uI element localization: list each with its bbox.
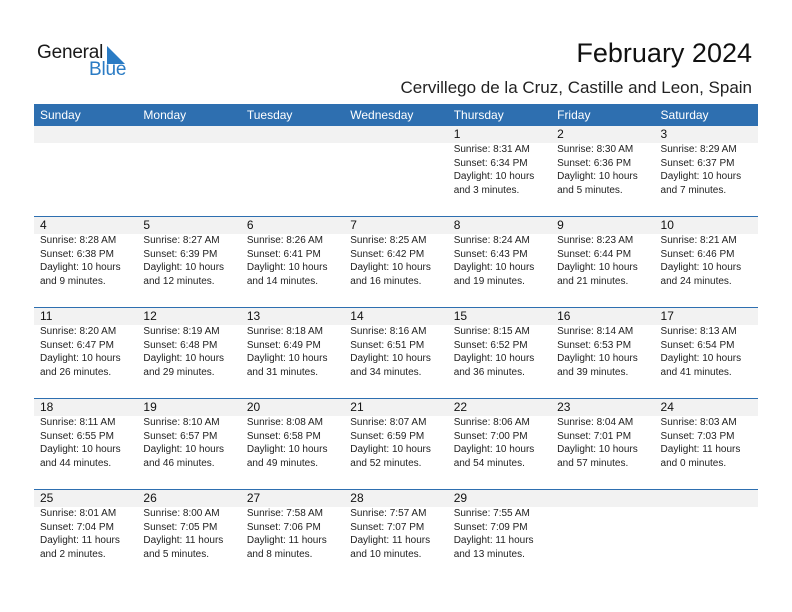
sunset-text: Sunset: 6:38 PM	[40, 248, 114, 260]
day-details	[34, 143, 137, 216]
weekday-wednesday: Wednesday	[344, 104, 447, 126]
sunset-text: Sunset: 7:05 PM	[143, 521, 218, 533]
week-row	[34, 490, 758, 581]
sunrise-text: Sunrise: 8:14 AM	[557, 326, 634, 337]
sunset-text: Sunset: 7:06 PM	[246, 521, 321, 533]
sunrise-text: Sunrise: 8:30 AM	[557, 144, 634, 155]
sunset-text: Sunset: 6:43 PM	[453, 248, 528, 260]
daylight1-text: Daylight: 10 hours	[40, 444, 121, 455]
day-cell	[137, 399, 240, 490]
sunrise-text: Sunrise: 8:04 AM	[557, 417, 634, 428]
daylight1-text: Daylight: 10 hours	[660, 353, 742, 364]
day-number: 6	[241, 217, 344, 234]
sunrise-text: Sunrise: 8:28 AM	[40, 235, 117, 246]
day-details	[241, 143, 344, 216]
sunset-text: Sunset: 6:36 PM	[557, 157, 632, 169]
day-details	[344, 325, 447, 398]
daylight1-text: Daylight: 10 hours	[453, 171, 535, 182]
daylight2-text: and 9 minutes.	[40, 275, 106, 287]
day-number	[344, 126, 447, 143]
day-number	[241, 126, 344, 143]
sunrise-text: Sunrise: 8:03 AM	[660, 417, 737, 428]
daylight1-text: Daylight: 10 hours	[350, 353, 431, 364]
sunset-text: Sunset: 6:42 PM	[350, 248, 425, 260]
day-cell	[344, 490, 447, 581]
daylight2-text: and 0 minutes.	[660, 457, 727, 469]
daylight1-text: Daylight: 10 hours	[246, 262, 328, 273]
sunset-text: Sunset: 6:41 PM	[246, 248, 321, 260]
day-number: 22	[448, 399, 551, 416]
logo-word-general: General	[37, 42, 104, 63]
day-details	[551, 507, 654, 580]
sunrise-text: Sunrise: 8:24 AM	[453, 235, 530, 246]
day-details	[448, 234, 551, 307]
day-cell	[34, 126, 137, 217]
day-cell	[551, 126, 654, 217]
daylight1-text: Daylight: 10 hours	[350, 444, 431, 455]
day-number	[137, 126, 240, 143]
daylight1-text: Daylight: 10 hours	[453, 262, 535, 273]
sunrise-text: Sunrise: 8:29 AM	[660, 144, 737, 155]
day-details	[137, 143, 240, 216]
day-details	[137, 507, 240, 580]
daylight2-text: and 16 minutes.	[350, 275, 422, 287]
daylight2-text: and 5 minutes.	[143, 548, 210, 560]
daylight1-text: Daylight: 10 hours	[660, 171, 742, 182]
day-number: 12	[137, 308, 240, 325]
daylight2-text: and 10 minutes.	[350, 548, 422, 560]
day-number: 3	[655, 126, 758, 143]
day-number	[551, 490, 654, 507]
daylight2-text: and 24 minutes.	[660, 275, 732, 287]
day-number	[655, 490, 758, 507]
daylight2-text: and 57 minutes.	[557, 457, 629, 469]
daylight1-text: Daylight: 10 hours	[557, 171, 638, 182]
sunrise-text: Sunrise: 8:07 AM	[350, 417, 427, 428]
day-cell	[241, 126, 344, 217]
daylight2-text: and 2 minutes.	[40, 548, 106, 560]
sunrise-text: Sunrise: 8:10 AM	[143, 417, 220, 428]
sunset-text: Sunset: 6:59 PM	[350, 430, 425, 442]
sunset-text: Sunset: 7:03 PM	[660, 430, 735, 442]
sunset-text: Sunset: 7:04 PM	[40, 521, 114, 533]
day-cell	[448, 399, 551, 490]
day-number: 13	[241, 308, 344, 325]
day-details	[551, 234, 654, 307]
day-details	[344, 507, 447, 580]
daylight2-text: and 14 minutes.	[246, 275, 319, 287]
daylight2-text: and 46 minutes.	[143, 457, 215, 469]
sunrise-text: Sunrise: 8:21 AM	[660, 235, 737, 246]
daylight2-text: and 19 minutes.	[453, 275, 525, 287]
daylight1-text: Daylight: 10 hours	[143, 262, 225, 273]
day-details	[655, 507, 758, 580]
day-details	[344, 143, 447, 216]
page-title: February 2024	[576, 38, 752, 68]
sunset-text: Sunset: 6:44 PM	[557, 248, 632, 260]
day-cell	[448, 308, 551, 399]
week-row	[34, 399, 758, 490]
day-cell	[655, 126, 758, 217]
daylight2-text: and 26 minutes.	[40, 366, 112, 378]
day-details	[344, 416, 447, 489]
day-details	[448, 416, 551, 489]
weekday-friday: Friday	[551, 104, 654, 126]
day-number: 23	[551, 399, 654, 416]
daylight2-text: and 5 minutes.	[557, 184, 623, 196]
week-row	[34, 217, 758, 308]
sunrise-text: Sunrise: 8:31 AM	[453, 144, 530, 155]
day-cell	[448, 126, 551, 217]
daylight1-text: Daylight: 11 hours	[453, 535, 534, 546]
day-cell	[137, 490, 240, 581]
daylight1-text: Daylight: 11 hours	[350, 535, 431, 546]
day-number: 26	[137, 490, 240, 507]
daylight2-text: and 36 minutes.	[453, 366, 525, 378]
daylight1-text: Daylight: 11 hours	[246, 535, 327, 546]
sunset-text: Sunset: 6:57 PM	[143, 430, 218, 442]
day-details	[551, 416, 654, 489]
day-number: 17	[655, 308, 758, 325]
weekday-monday: Monday	[137, 104, 240, 126]
day-cell	[34, 308, 137, 399]
day-number: 9	[551, 217, 654, 234]
calendar-grid	[34, 104, 758, 580]
day-number: 11	[34, 308, 137, 325]
sunset-text: Sunset: 6:47 PM	[40, 339, 114, 351]
sunset-text: Sunset: 6:48 PM	[143, 339, 218, 351]
day-number: 20	[241, 399, 344, 416]
day-number: 4	[34, 217, 137, 234]
sunrise-text: Sunrise: 8:01 AM	[40, 508, 117, 519]
day-details	[655, 143, 758, 216]
sunrise-text: Sunrise: 8:18 AM	[246, 326, 323, 337]
daylight2-text: and 21 minutes.	[557, 275, 629, 287]
sunrise-text: Sunrise: 8:26 AM	[246, 235, 323, 246]
weekday-saturday: Saturday	[655, 104, 758, 126]
sunset-text: Sunset: 7:09 PM	[453, 521, 528, 533]
daylight1-text: Daylight: 11 hours	[660, 444, 741, 455]
day-number: 28	[344, 490, 447, 507]
day-details	[551, 143, 654, 216]
day-number: 24	[655, 399, 758, 416]
daylight1-text: Daylight: 10 hours	[557, 262, 638, 273]
day-details	[655, 416, 758, 489]
daylight2-text: and 54 minutes.	[453, 457, 525, 469]
sunset-text: Sunset: 7:00 PM	[453, 430, 528, 442]
sunrise-text: Sunrise: 8:08 AM	[246, 417, 323, 428]
daylight2-text: and 49 minutes.	[246, 457, 319, 469]
day-details	[34, 416, 137, 489]
daylight2-text: and 39 minutes.	[557, 366, 629, 378]
day-details	[137, 416, 240, 489]
week-row	[34, 308, 758, 399]
day-details	[241, 416, 344, 489]
day-cell	[34, 490, 137, 581]
weekday-header-row	[34, 104, 758, 126]
sunset-text: Sunset: 6:52 PM	[453, 339, 528, 351]
sunset-text: Sunset: 6:51 PM	[350, 339, 425, 351]
day-cell	[448, 217, 551, 308]
day-number: 1	[448, 126, 551, 143]
sunrise-text: Sunrise: 8:16 AM	[350, 326, 427, 337]
sunset-text: Sunset: 6:34 PM	[453, 157, 528, 169]
sunrise-text: Sunrise: 8:11 AM	[40, 417, 116, 428]
daylight1-text: Daylight: 10 hours	[246, 353, 328, 364]
sunrise-text: Sunrise: 8:00 AM	[143, 508, 220, 519]
daylight1-text: Daylight: 10 hours	[246, 444, 328, 455]
day-cell	[551, 217, 654, 308]
sunrise-text: Sunrise: 8:13 AM	[660, 326, 737, 337]
sunrise-text: Sunrise: 7:55 AM	[453, 508, 530, 519]
day-cell	[137, 308, 240, 399]
day-number: 16	[551, 308, 654, 325]
sunrise-text: Sunrise: 8:15 AM	[453, 326, 530, 337]
sunset-text: Sunset: 6:53 PM	[557, 339, 632, 351]
day-number: 8	[448, 217, 551, 234]
day-details	[448, 143, 551, 216]
daylight1-text: Daylight: 10 hours	[660, 262, 742, 273]
day-cell	[655, 399, 758, 490]
day-details	[241, 507, 344, 580]
daylight1-text: Daylight: 11 hours	[143, 535, 224, 546]
sunrise-text: Sunrise: 8:27 AM	[143, 235, 220, 246]
day-cell	[241, 217, 344, 308]
sunrise-text: Sunrise: 8:20 AM	[40, 326, 117, 337]
day-cell	[241, 399, 344, 490]
daylight1-text: Daylight: 10 hours	[557, 444, 638, 455]
day-cell	[551, 490, 654, 581]
day-cell	[137, 217, 240, 308]
daylight1-text: Daylight: 10 hours	[40, 262, 121, 273]
sunset-text: Sunset: 6:37 PM	[660, 157, 735, 169]
day-details	[241, 234, 344, 307]
daylight2-text: and 29 minutes.	[143, 366, 215, 378]
daylight1-text: Daylight: 10 hours	[40, 353, 121, 364]
daylight1-text: Daylight: 10 hours	[557, 353, 638, 364]
day-cell	[655, 490, 758, 581]
sunrise-text: Sunrise: 7:57 AM	[350, 508, 427, 519]
day-details	[137, 325, 240, 398]
daylight1-text: Daylight: 10 hours	[143, 444, 225, 455]
day-number: 10	[655, 217, 758, 234]
day-cell	[241, 308, 344, 399]
day-number: 14	[344, 308, 447, 325]
daylight2-text: and 34 minutes.	[350, 366, 422, 378]
daylight2-text: and 13 minutes.	[453, 548, 525, 560]
sunset-text: Sunset: 6:49 PM	[246, 339, 321, 351]
sunset-text: Sunset: 6:58 PM	[246, 430, 321, 442]
day-cell	[137, 126, 240, 217]
day-cell	[655, 217, 758, 308]
sunset-text: Sunset: 7:07 PM	[350, 521, 425, 533]
sunset-text: Sunset: 6:55 PM	[40, 430, 114, 442]
sunset-text: Sunset: 6:39 PM	[143, 248, 218, 260]
location-subtitle: Cervillego de la Cruz, Castille and Leon, Spain	[400, 78, 752, 97]
sunrise-text: Sunrise: 8:23 AM	[557, 235, 634, 246]
daylight2-text: and 8 minutes.	[246, 548, 313, 560]
day-details	[448, 507, 551, 580]
day-number: 29	[448, 490, 551, 507]
daylight1-text: Daylight: 10 hours	[143, 353, 225, 364]
daylight2-text: and 3 minutes.	[453, 184, 520, 196]
day-cell	[344, 399, 447, 490]
sunrise-text: Sunrise: 8:06 AM	[453, 417, 530, 428]
day-details	[34, 234, 137, 307]
day-number: 19	[137, 399, 240, 416]
day-details	[655, 234, 758, 307]
day-number: 15	[448, 308, 551, 325]
day-cell	[551, 399, 654, 490]
daylight2-text: and 31 minutes.	[246, 366, 319, 378]
day-number: 25	[34, 490, 137, 507]
day-cell	[241, 490, 344, 581]
day-number: 2	[551, 126, 654, 143]
day-cell	[34, 217, 137, 308]
sunrise-text: Sunrise: 8:25 AM	[350, 235, 427, 246]
day-cell	[34, 399, 137, 490]
day-number: 27	[241, 490, 344, 507]
sunrise-text: Sunrise: 8:19 AM	[143, 326, 220, 337]
weekday-thursday: Thursday	[448, 104, 551, 126]
day-details	[34, 325, 137, 398]
daylight2-text: and 44 minutes.	[40, 457, 112, 469]
sunrise-text: Sunrise: 7:58 AM	[246, 508, 323, 519]
day-number: 18	[34, 399, 137, 416]
daylight2-text: and 12 minutes.	[143, 275, 215, 287]
day-cell	[655, 308, 758, 399]
day-details	[34, 507, 137, 580]
week-row	[34, 126, 758, 217]
weekday-sunday: Sunday	[34, 104, 137, 126]
day-details	[655, 325, 758, 398]
sunset-text: Sunset: 6:46 PM	[660, 248, 735, 260]
day-details	[448, 325, 551, 398]
day-cell	[344, 217, 447, 308]
daylight2-text: and 7 minutes.	[660, 184, 727, 196]
day-details	[344, 234, 447, 307]
daylight2-text: and 52 minutes.	[350, 457, 422, 469]
day-cell	[551, 308, 654, 399]
daylight1-text: Daylight: 11 hours	[40, 535, 120, 546]
logo-word-blue: Blue	[89, 59, 127, 80]
day-details	[137, 234, 240, 307]
daylight2-text: and 41 minutes.	[660, 366, 732, 378]
day-cell	[344, 126, 447, 217]
logo	[37, 42, 137, 82]
daylight1-text: Daylight: 10 hours	[453, 444, 535, 455]
weekday-tuesday: Tuesday	[241, 104, 344, 126]
day-number	[34, 126, 137, 143]
day-details	[551, 325, 654, 398]
sunset-text: Sunset: 7:01 PM	[557, 430, 632, 442]
day-cell	[448, 490, 551, 581]
day-cell	[344, 308, 447, 399]
daylight1-text: Daylight: 10 hours	[350, 262, 431, 273]
sunset-text: Sunset: 6:54 PM	[660, 339, 735, 351]
day-number: 21	[344, 399, 447, 416]
day-number: 5	[137, 217, 240, 234]
day-number: 7	[344, 217, 447, 234]
daylight1-text: Daylight: 10 hours	[453, 353, 535, 364]
day-details	[241, 325, 344, 398]
